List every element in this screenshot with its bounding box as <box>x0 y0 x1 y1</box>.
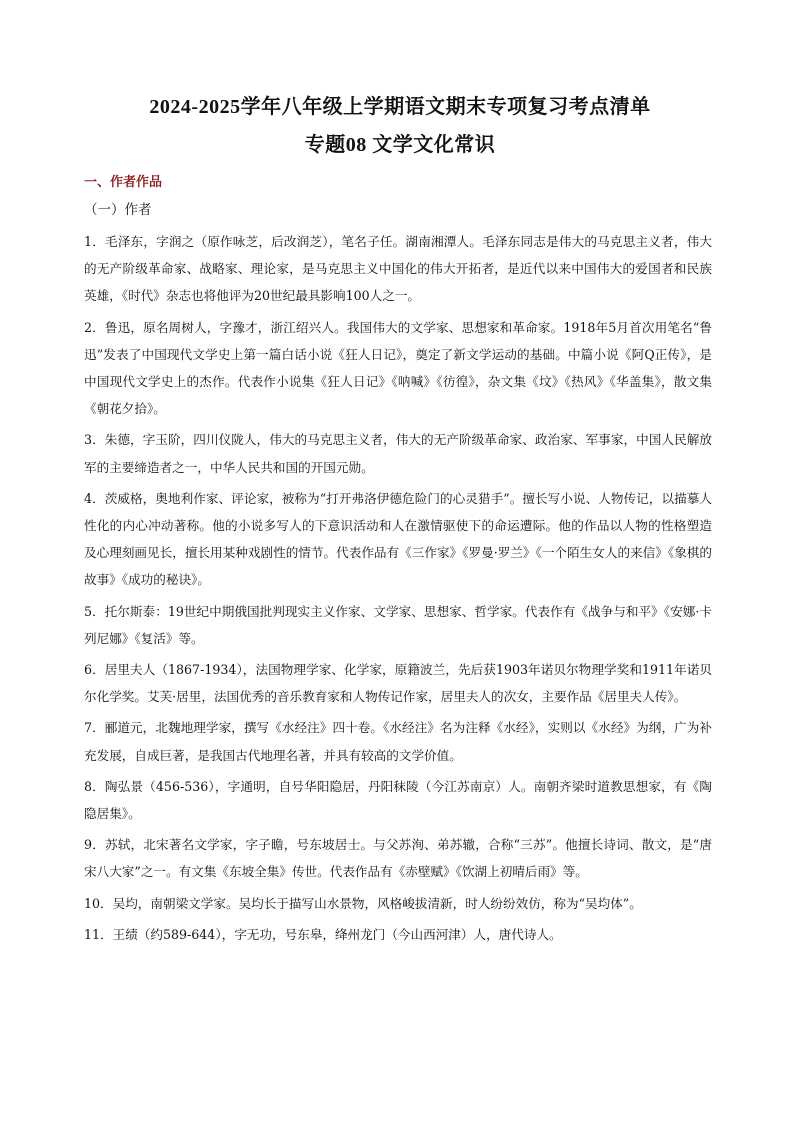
subsection-heading: （一）作者 <box>84 202 152 218</box>
entry-mao-zedong: 1．毛泽东，字润之（原作咏芝，后改润芝），笔名子任。湖南湘潭人。毛泽东同志是伟大的马克思主义者，伟大的无产阶级革命家、战略家、理论家，是马克思主义中国化的伟大开拓者，是近代以来中国伟大的爱国者和民族英雄，《时代》杂志也将他评为20世纪最具影响100人之一。 <box>84 234 712 304</box>
entry-tolstoy: 5．托尔斯泰：19世纪中期俄国批判现实主义作家、文学家、思想家、哲学家。代表作有《战争与和平》《安娜·卡列尼娜》《复活》等。 <box>84 603 712 646</box>
entry-su-shi: 9．苏轼，北宋著名文学家，字子瞻，号东坡居士。与父苏洵、弟苏辙，合称“三苏”。他擅长诗词、散文，是“唐宋八大家”之一。有文集《东坡全集》传世。代表作品有《赤壁赋》《饮湖上初晴后雨》等。 <box>84 837 712 880</box>
document-title: 2024-2025学年八年级上学期语文期末专项复习考点清单 <box>149 96 651 118</box>
entry-zweig: 4．茨威格，奥地利作家、评论家，被称为“打开弗洛伊德危险门的心灵猎手”。擅长写小说、人物传记，以描摹人性化的内心冲动著称。他的小说多写人的下意识活动和人在激情驱使下的命运遭际。他的作品以人物的性格塑造及心理刻画见长，擅长用某种戏剧性的情节。代表作品有《三作家》《罗曼·罗兰》《一个陌生女人的来信》《象棋的故事》《成功的秘诀》。 <box>84 490 712 588</box>
entry-tao-hongjing: 8．陶弘景（456-536），字通明，自号华阳隐居，丹阳秣陵（今江苏南京）人。南朝齐梁时道教思想家，有《陶隐居集》。 <box>84 778 712 822</box>
entry-lu-xun: 2．鲁迅，原名周树人，字豫才，浙江绍兴人。我国伟大的文学家、思想家和革命家。1918年5月首次用笔名“鲁迅”发表了中国现代文学史上第一篇白话小说《狂人日记》，奠定了新文学运动的基础。中篇小说《阿Q正传》，是中国现代文学史上的杰作。代表作小说集《狂人日记》《呐喊》《彷徨》，杂文集《坟》《热风》《华盖集》，散文集《朝花夕拾》。 <box>84 319 712 417</box>
entry-wang-ji: 11．王绩（约589-644），字无功，号东皋，绛州龙门（今山西河津）人，唐代诗人。 <box>84 926 562 942</box>
entry-wu-jun: 10．吴均，南朝梁文学家。吴均长于描写山水景物，风格峻拔清新，时人纷纷效仿，称为“吴均体”。 <box>84 895 642 911</box>
document-subtitle: 专题08 文学文化常识 <box>304 134 496 156</box>
entry-zhu-de: 3．朱德，字玉阶，四川仪陇人，伟大的马克思主义者，伟大的无产阶级革命家、政治家、军事家，中国人民解放军的主要缔造者之一，中华人民共和国的开国元勋。 <box>84 432 712 475</box>
entry-li-daoyuan: 7．郦道元，北魏地理学家，撰写《水经注》四十卷。《水经注》名为注释《水经》，实则以《水经》为纲，广为补充发展，自成巨著，是我国古代地理名著，并具有较高的文学价值。 <box>84 720 712 763</box>
entry-marie-curie: 6．居里夫人（1867-1934），法国物理学家、化学家，原籍波兰，先后获1903年诺贝尔物理学奖和1911年诺贝尔化学奖。艾芙·居里，法国优秀的音乐教育家和人物传记作家，居里夫人的次女，主要作品《居里夫人传》。 <box>84 662 712 705</box>
section-heading: 一、作者作品 <box>84 174 163 189</box>
